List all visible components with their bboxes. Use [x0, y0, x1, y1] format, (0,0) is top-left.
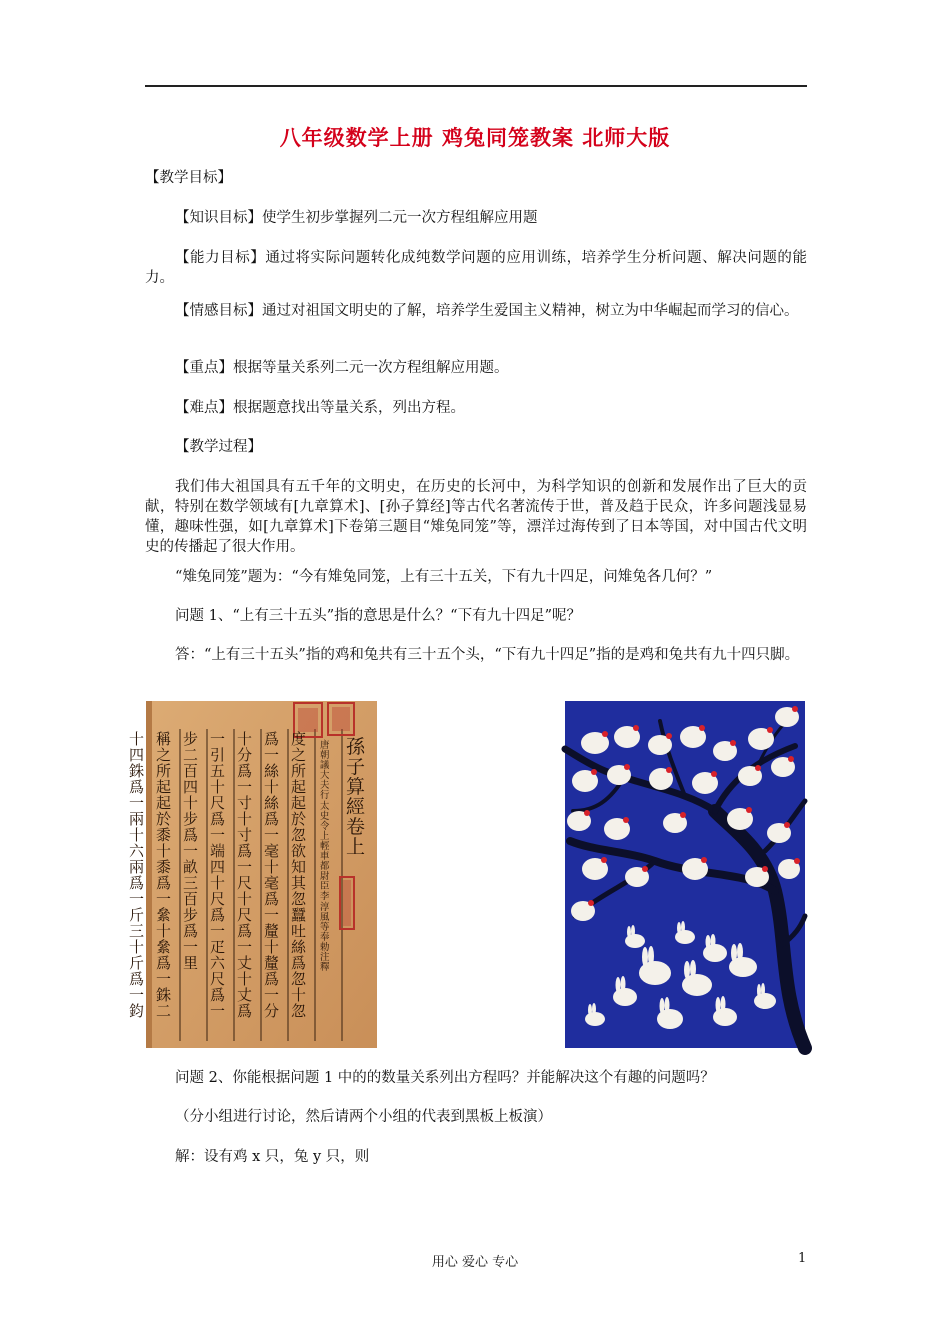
book-column-2: 爲一絲十絲爲一毫十毫爲一釐十釐爲一分	[264, 730, 280, 1020]
book-column-4: 一引五十尺爲一端四十尺爲一疋六尺爲一	[210, 730, 226, 1020]
problem-statement: “雉兔同笼”题为：“今有雉兔同笼，上有三十五关，下有九十四足，问雉兔各几何？”	[175, 569, 713, 585]
book-column-7: 十四銖爲一兩十六兩爲一斤三十斤爲一鈞	[129, 730, 145, 1020]
book-page-graphic	[146, 701, 377, 1048]
intro-paragraph: 我们伟大祖国具有五千年的文明史，在历史的长河中，为科学知识的创新和发展作出了巨大的贡献，特别在数学领域有[九章算术]、[孙子算经]等古代名著流传于世，普及趋于民众，许多问题浅显易懂，趣味性强，如[九章算术]下卷第三题目“雉兔同笼”等，漂洋过海传到了日本等国，对中国古代文明史的传播起了很大作用。	[145, 479, 807, 555]
page-title: 八年级数学上册 鸡兔同笼教案 北师大版	[279, 126, 671, 150]
difficulty-point: 【难点】根据题意找出等量关系，列出方程。	[175, 400, 465, 416]
book-header-text: 孫子算經卷上	[346, 736, 366, 858]
page-number: 1	[798, 1251, 807, 1266]
book-column-5: 步二百四十步爲一畝三百步爲一里	[183, 730, 199, 972]
teaching-process-heading: 【教学过程】	[175, 439, 262, 455]
question-1: 问题 1、“上有三十五头”指的意思是什么？“下有九十四足”呢？	[175, 608, 581, 624]
knowledge-objective: 【知识目标】使学生初步掌握列二元一次方程组解应用题	[175, 210, 538, 226]
book-column-1: 度之所起起於忽欲知其忽蠶吐絲爲忽十忽	[291, 730, 307, 1020]
book-column-3: 十分爲一寸十寸爲一尺十尺爲一丈十丈爲	[237, 730, 253, 1020]
emotion-objective: 【情感目标】通过对祖国文明史的了解，培养学生爱国主义精神，树立为中华崛起而学习的信心。	[175, 303, 799, 319]
key-point: 【重点】根据等量关系列二元一次方程组解应用题。	[175, 360, 509, 376]
chickens-rabbits-image	[565, 701, 805, 1048]
chickens-rabbits-painting	[565, 701, 805, 1048]
ability-objective: 【能力目标】通过将实际问题转化成纯数学问题的应用训练，培养学生分析问题、解决问题的能力。	[145, 250, 807, 286]
question-2: 问题 2、你能根据问题 1 中的的数量关系列出方程吗？并能解决这个有趣的问题吗？	[175, 1070, 715, 1086]
discussion-note: （分小组进行讨论，然后请两个小组的代表到黑板上板演）	[175, 1109, 552, 1125]
answer-1: 答：“上有三十五头”指的鸡和兔共有三十五个头，“下有九十四足”指的是鸡和兔共有九十四只脚。	[175, 647, 800, 663]
solution-start: 解：设有鸡 x 只，兔 y 只，则	[175, 1149, 370, 1165]
book-column-6: 稱之所起起於黍十黍爲一絫十絫爲一銖二	[156, 730, 172, 1020]
objectives-heading: 【教学目标】	[145, 170, 232, 186]
header-rule	[145, 85, 807, 87]
footer-motto: 用心 爱心 专心	[431, 1255, 519, 1270]
book-author-line: 唐朝議大夫行太史令上輕車都尉臣李淳風等奉 勅注釋	[320, 740, 330, 974]
ancient-book-image	[129, 701, 377, 1048]
